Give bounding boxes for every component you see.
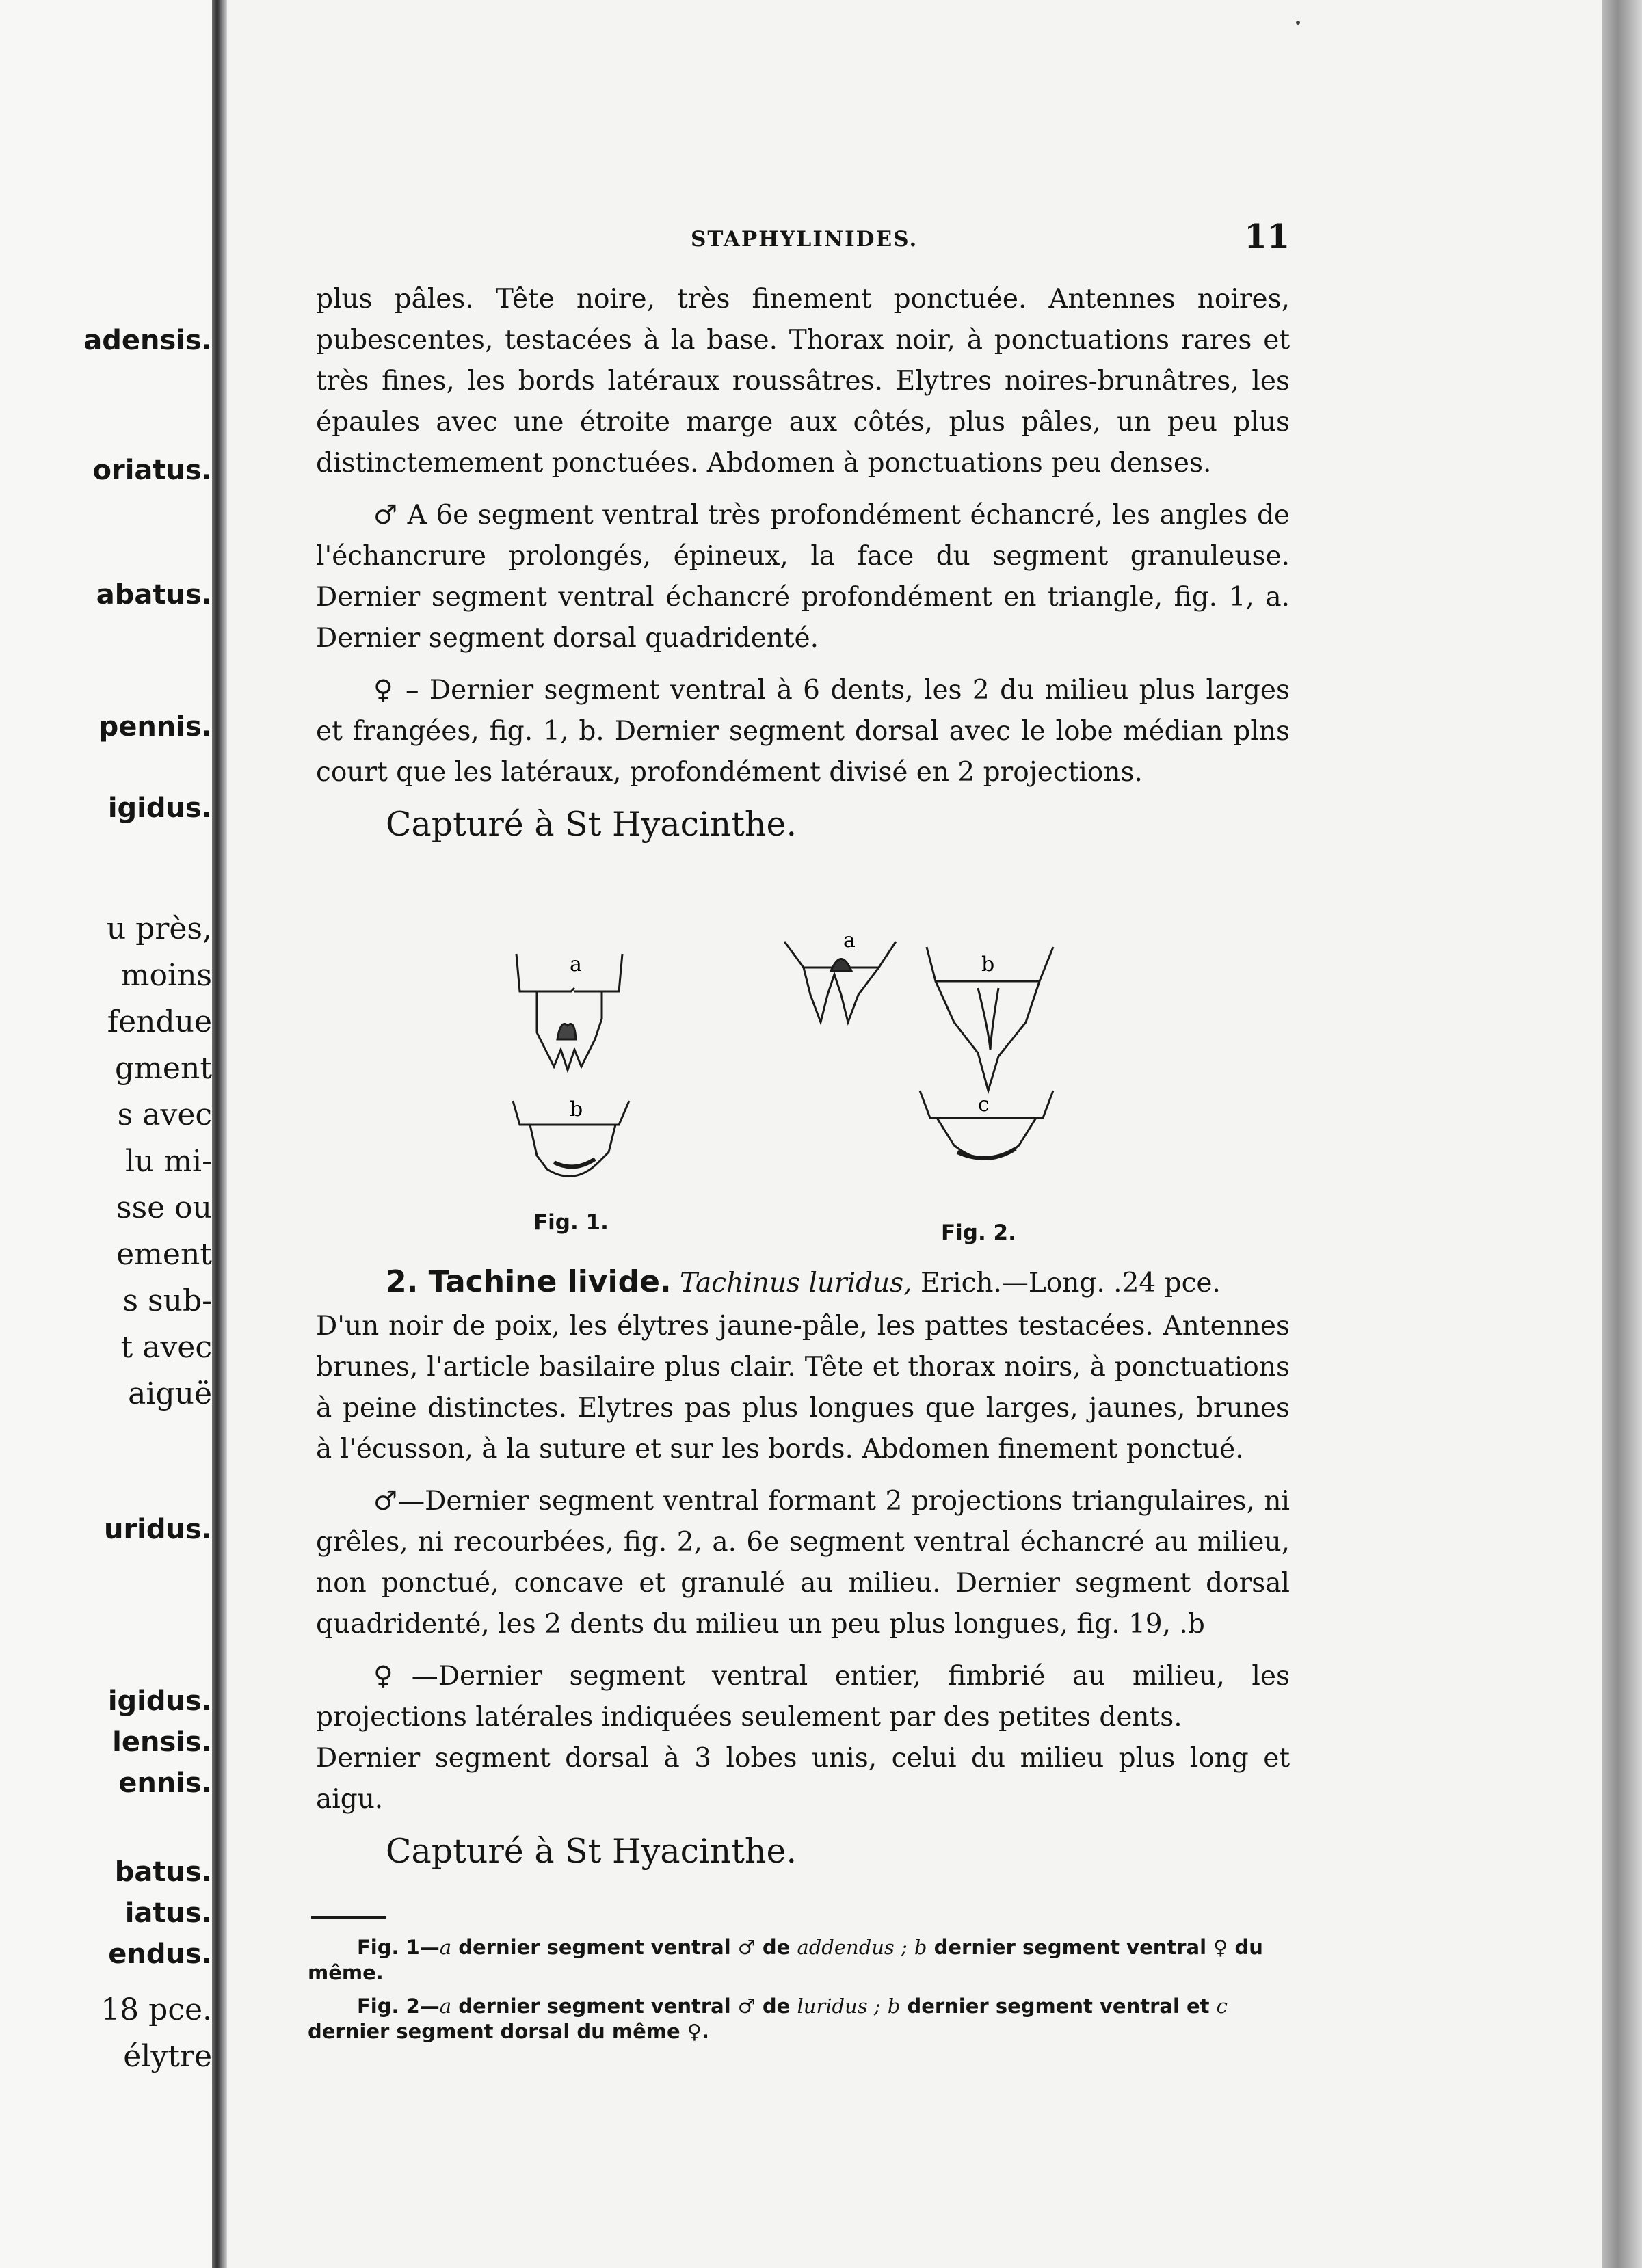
paragraph-female: [316, 670, 1290, 793]
paragraph-male: [316, 495, 1290, 659]
facing-text-line: élytre: [123, 2039, 212, 2074]
footnote-2-a: a: [439, 1994, 452, 2018]
paragraph-female-2-continued: Dernier segment dorsal à 3 lobes unis, celui du milieu plus long et aigu.: [316, 1743, 1290, 1815]
figure-2-drawing: [773, 920, 1081, 1227]
figure-2-label-c: c: [978, 1093, 990, 1117]
figure-1-label-a: a: [570, 952, 582, 976]
capture-location: Capturé à St Hyacinthe.: [386, 805, 797, 844]
male-symbol: ♂: [373, 500, 399, 531]
footnote-1-text: dernier segment ventral: [933, 1936, 1207, 1959]
facing-text-line: iatus.: [124, 1897, 212, 1929]
species-latin-name: Tachinus luridus,: [680, 1268, 912, 1298]
figure-2-label-a: a: [843, 929, 856, 952]
species-description: D'un noir de poix, les élytres jaune-pâle, les pattes testacées. Antennes brunes, l'article basilaire plus clair. Tête et thorax noirs, à ponctuations à peine distinctes. Elytres pas plus longues que larges, jaunes, brunes à l'écusson, à la suture et sur les bords. Abdomen finement ponctué.: [316, 1311, 1290, 1465]
footnote-rule: [311, 1916, 386, 1919]
footnote-1-lead: Fig. 1—: [357, 1936, 440, 1959]
facing-text-line: abatus.: [96, 579, 212, 611]
facing-text-line: ement: [116, 1237, 212, 1272]
figure-1: [499, 937, 670, 1258]
facing-text-line: lensis.: [112, 1726, 212, 1758]
footnotes: [308, 1935, 1290, 2053]
footnote-1: [308, 1935, 1290, 1986]
upper-text-block: [316, 279, 1290, 856]
footnote-1-a: a: [439, 1936, 452, 1959]
footnote-2-lead: Fig. 2—: [357, 1994, 440, 2018]
figure-1-caption: Fig. 1.: [533, 1210, 609, 1235]
facing-text-line: sse ou: [116, 1190, 212, 1225]
footnote-1-b: b: [914, 1936, 927, 1959]
figure-1-label-b: b: [570, 1097, 583, 1121]
facing-text-line: s avec: [117, 1097, 212, 1132]
facing-text-line: pennis.: [98, 711, 212, 743]
footnote-1-text: dernier segment ventral: [458, 1936, 731, 1959]
facing-text-line: adensis.: [83, 325, 212, 356]
facing-text-line: igidus.: [107, 792, 212, 824]
page-header: [691, 217, 1293, 258]
paragraph-male-2: [316, 1481, 1290, 1645]
facing-text-line: lu mi-: [124, 1144, 212, 1179]
female-symbol-footnote: ♀: [1213, 1936, 1228, 1959]
male-symbol-footnote: ♂: [737, 1936, 756, 1959]
female-symbol: ♀: [373, 675, 395, 706]
male-symbol-footnote: ♂: [737, 1994, 756, 2018]
page-number: 11: [1244, 217, 1290, 256]
female-symbol-footnote: ♀: [687, 2020, 702, 2043]
female-text-2: —Dernier segment ventral entier, fimbrié au milieu, les projections latérales indiquées seulement par des petites dents.: [316, 1661, 1290, 1733]
male-symbol-2: ♂: [373, 1486, 399, 1517]
lower-text-block: [316, 1306, 1290, 1883]
facing-text-line: 18 pce.: [101, 1992, 212, 2027]
footnote-2-text: dernier segment ventral et: [907, 1994, 1210, 2018]
footnote-1-species: addendus ;: [797, 1936, 908, 1959]
figure-2: [773, 920, 1081, 1255]
paragraph-female-2: [316, 1656, 1290, 1738]
paper-speck: [1296, 21, 1300, 25]
facing-text-line: moins: [120, 958, 212, 993]
species-entry: [316, 1262, 1290, 1304]
footnote-2-text: dernier segment ventral: [458, 1994, 731, 2018]
facing-text-line: u près,: [106, 911, 212, 946]
male-text: A 6e segment ventral très profondément échancré, les angles de l'échancrure prolongés, épineux, la face du segment granuleuse. Dernier segment ventral échancré profondément en triangle, fig. 1, a. Dernier segment dorsal quadridenté.: [316, 500, 1290, 654]
page-edge-shadow: [1602, 0, 1642, 2268]
facing-text-line: ennis.: [118, 1767, 212, 1799]
facing-text-line: t avec: [120, 1330, 212, 1365]
footnote-1-text: du même.: [308, 1936, 1263, 1984]
facing-text-line: gment: [115, 1051, 212, 1086]
capture-location-2: Capturé à St Hyacinthe.: [386, 1832, 797, 1871]
footnote-1-text: de: [762, 1936, 791, 1959]
footnote-2-text: .: [702, 2020, 710, 2043]
facing-page: [0, 0, 217, 2268]
facing-text-line: fendue: [107, 1004, 212, 1039]
paragraph-description: plus pâles. Tête noire, très finement ponctuée. Antennes noires, pubescentes, testacées à la base. Thorax noir, à ponctuations rares et très fines, les bords latéraux roussâtres. Elytres noires-brunâtres, les épaules avec une étroite marge aux côtés, plus pâles, un peu plus distinctemement ponctuées. Abdomen à ponctuations peu denses.: [316, 284, 1290, 479]
facing-text-line: aiguë: [128, 1376, 212, 1411]
species-author-length: Erich.—Long. .24 pce.: [920, 1268, 1221, 1298]
facing-text-line: s sub-: [122, 1283, 212, 1318]
figure-2-label-b: b: [981, 952, 995, 976]
figure-1-drawing: [499, 937, 670, 1224]
male-text-2: —Dernier segment ventral formant 2 projections triangulaires, ni grêles, ni recourbées, fig. 2, a. 6e segment ventral échancré au milieu, non ponctué, concave et granulé au milieu. Dernier segment dorsal quadridenté, les 2 dents du milieu un peu plus longues, fig. 19, .b: [316, 1486, 1290, 1640]
book-gutter: [212, 0, 227, 2268]
female-text: – Dernier segment ventral à 6 dents, les 2 du milieu plus larges et frangées, fig. 1, b. Dernier segment dorsal avec le lobe médian plns court que les latéraux, profondément divisé en 2 projections.: [316, 675, 1290, 788]
facing-text-line: uridus.: [103, 1514, 212, 1545]
figure-2-caption: Fig. 2.: [941, 1220, 1016, 1245]
footnote-2-b: b: [887, 1994, 901, 2018]
female-symbol-2: ♀: [373, 1661, 412, 1692]
footnote-2: [308, 1994, 1290, 2044]
species-title: 2. Tachine livide.: [386, 1264, 672, 1299]
footnote-2-text: dernier segment dorsal du même: [308, 2020, 680, 2043]
facing-text-line: oriatus.: [92, 455, 212, 486]
footnote-2-species: luridus ;: [797, 1994, 881, 2018]
facing-text-line: endus.: [108, 1938, 212, 1970]
facing-text-line: batus.: [114, 1856, 212, 1888]
footnote-2-c: c: [1216, 1994, 1228, 2018]
facing-text-line: igidus.: [107, 1685, 212, 1717]
running-head: STAPHYLINIDES.: [691, 227, 918, 252]
footnote-2-text: de: [762, 1994, 791, 2018]
